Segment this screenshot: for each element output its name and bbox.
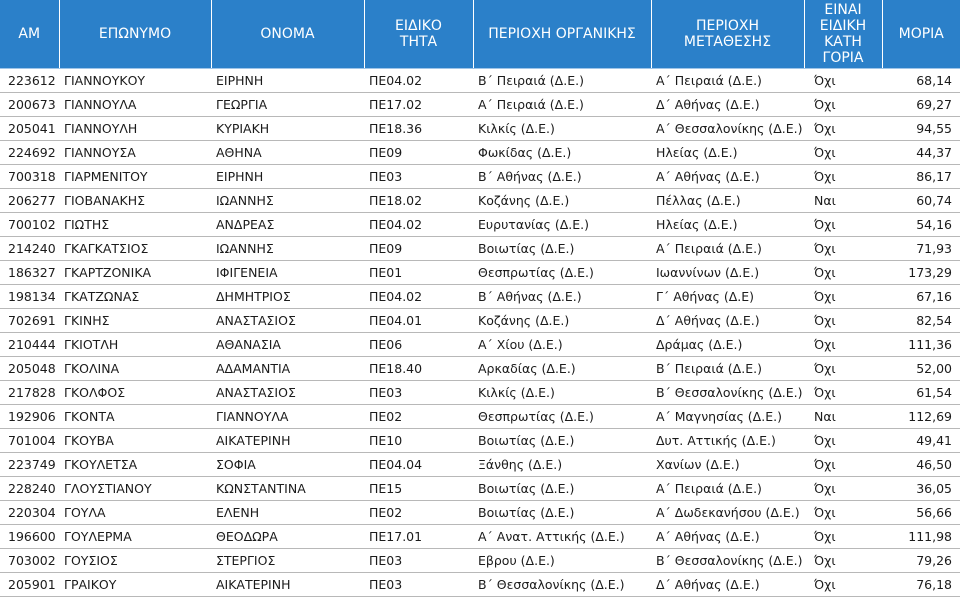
cell-points: 49,41 [882,428,960,452]
cell-region-organic: Αρκαδίας (Δ.Ε.) [473,356,651,380]
cell-region-transfer: Β΄ Πειραιά (Δ.Ε.) [651,356,804,380]
cell-name: ΓΕΩΡΓΙΑ [211,92,364,116]
cell-name: ΘΕΟΔΩΡΑ [211,524,364,548]
cell-region-transfer: Α΄ Αθήνας (Δ.Ε.) [651,164,804,188]
table-header [0,0,960,68]
cell-am: 214240 [0,236,59,260]
table-row [0,284,960,308]
cell-specialty: ΠΕ17.01 [364,524,473,548]
cell-am: 210444 [0,332,59,356]
cell-region-transfer: Γ΄ Αθήνας (Δ.Ε) [651,284,804,308]
cell-surname: ΓΚΑΤΖΩΝΑΣ [59,284,211,308]
header-points: ΜΟΡΙΑ [882,0,960,68]
cell-region-transfer: Α΄ Πειραιά (Δ.Ε.) [651,68,804,92]
table-row [0,140,960,164]
cell-name: ΕΙΡΗΝΗ [211,68,364,92]
cell-am: 205041 [0,116,59,140]
cell-region-organic: Α΄ Ανατ. Αττικής (Δ.Ε.) [473,524,651,548]
table-row [0,572,960,596]
cell-special-category: Όχι [804,116,882,140]
cell-surname: ΓΚΟΥΒΑ [59,428,211,452]
cell-region-transfer: Χανίων (Δ.Ε.) [651,452,804,476]
cell-region-transfer: Β΄ Θεσσαλονίκης (Δ.Ε.) [651,548,804,572]
cell-specialty: ΠΕ18.36 [364,116,473,140]
table-row [0,116,960,140]
cell-name: ΔΗΜΗΤΡΙΟΣ [211,284,364,308]
cell-points: 86,17 [882,164,960,188]
cell-name: ΑΙΚΑΤΕΡΙΝΗ [211,428,364,452]
table-row [0,164,960,188]
header-region-organic: ΠΕΡΙΟΧΗ ΟΡΓΑΝΙΚΗΣ [473,0,651,68]
cell-region-organic: Β΄ Αθήνας (Δ.Ε.) [473,164,651,188]
cell-special-category: Ναι [804,404,882,428]
table-row [0,404,960,428]
table-row [0,212,960,236]
cell-am: 186327 [0,260,59,284]
cell-name: ΓΙΑΝΝΟΥΛΑ [211,404,364,428]
cell-special-category: Όχι [804,548,882,572]
cell-special-category: Όχι [804,380,882,404]
cell-region-organic: Β΄ Πειραιά (Δ.Ε.) [473,68,651,92]
header-row [0,0,960,68]
cell-special-category: Όχι [804,572,882,596]
cell-special-category: Όχι [804,92,882,116]
cell-points: 44,37 [882,140,960,164]
cell-region-organic: Εβρου (Δ.Ε.) [473,548,651,572]
cell-region-organic: Κοζάνης (Δ.Ε.) [473,188,651,212]
cell-surname: ΓΚΑΡΤΖΟΝΙΚΑ [59,260,211,284]
cell-specialty: ΠΕ02 [364,500,473,524]
cell-special-category: Όχι [804,356,882,380]
cell-region-transfer: Δ΄ Αθήνας (Δ.Ε.) [651,572,804,596]
cell-surname: ΓΚΑΓΚΑΤΣΙΟΣ [59,236,211,260]
cell-name: ΕΛΕΝΗ [211,500,364,524]
cell-region-transfer: Δράμας (Δ.Ε.) [651,332,804,356]
cell-name: ΑΝΑΣΤΑΣΙΟΣ [211,308,364,332]
header-name: ΟΝΟΜΑ [211,0,364,68]
cell-name: ΑΔΑΜΑΝΤΙΑ [211,356,364,380]
cell-points: 111,98 [882,524,960,548]
cell-surname: ΓΙΑΡΜΕΝΙΤΟΥ [59,164,211,188]
cell-specialty: ΠΕ04.01 [364,308,473,332]
cell-region-organic: Ξάνθης (Δ.Ε.) [473,452,651,476]
cell-specialty: ΠΕ01 [364,260,473,284]
table-row [0,236,960,260]
cell-am: 223612 [0,68,59,92]
cell-points: 173,29 [882,260,960,284]
cell-special-category: Όχι [804,164,882,188]
cell-special-category: Όχι [804,212,882,236]
cell-name: ΙΦΙΓΕΝΕΙΑ [211,260,364,284]
cell-am: 196600 [0,524,59,548]
cell-am: 192906 [0,404,59,428]
cell-surname: ΓΚΟΛΙΝΑ [59,356,211,380]
cell-points: 67,16 [882,284,960,308]
cell-specialty: ΠΕ03 [364,572,473,596]
cell-surname: ΓΚΙΝΗΣ [59,308,211,332]
cell-specialty: ΠΕ10 [364,428,473,452]
cell-points: 94,55 [882,116,960,140]
cell-am: 220304 [0,500,59,524]
header-surname: ΕΠΩΝΥΜΟ [59,0,211,68]
cell-am: 700318 [0,164,59,188]
cell-specialty: ΠΕ03 [364,164,473,188]
cell-region-transfer: Δ΄ Αθήνας (Δ.Ε.) [651,92,804,116]
table-row [0,68,960,92]
cell-specialty: ΠΕ18.02 [364,188,473,212]
cell-surname: ΓΙΟΒΑΝΑΚΗΣ [59,188,211,212]
table-row [0,524,960,548]
cell-specialty: ΠΕ09 [364,236,473,260]
cell-region-transfer: Δ΄ Αθήνας (Δ.Ε.) [651,308,804,332]
cell-region-organic: Θεσπρωτίας (Δ.Ε.) [473,260,651,284]
cell-specialty: ΠΕ06 [364,332,473,356]
cell-special-category: Όχι [804,500,882,524]
cell-special-category: Όχι [804,308,882,332]
cell-surname: ΓΟΥΣΙΟΣ [59,548,211,572]
cell-points: 111,36 [882,332,960,356]
cell-region-transfer: Α΄ Δωδεκανήσου (Δ.Ε.) [651,500,804,524]
cell-am: 198134 [0,284,59,308]
cell-region-transfer: Ηλείας (Δ.Ε.) [651,212,804,236]
cell-name: ΙΩΑΝΝΗΣ [211,188,364,212]
table-row [0,428,960,452]
cell-surname: ΓΙΑΝΝΟΥΛΑ [59,92,211,116]
cell-name: ΣΟΦΙΑ [211,452,364,476]
cell-am: 701004 [0,428,59,452]
cell-name: ΑΙΚΑΤΕΡΙΝΗ [211,572,364,596]
cell-points: 68,14 [882,68,960,92]
table-row [0,356,960,380]
cell-am: 205901 [0,572,59,596]
cell-special-category: Όχι [804,524,882,548]
table-row [0,188,960,212]
cell-special-category: Όχι [804,284,882,308]
cell-special-category: Ναι [804,188,882,212]
cell-region-transfer: Δυτ. Αττικής (Δ.Ε.) [651,428,804,452]
table-row [0,380,960,404]
cell-surname: ΓΡΑΙΚΟΥ [59,572,211,596]
cell-name: ΑΝΑΣΤΑΣΙΟΣ [211,380,364,404]
cell-region-organic: Βοιωτίας (Δ.Ε.) [473,236,651,260]
cell-points: 112,69 [882,404,960,428]
table-row [0,452,960,476]
cell-region-organic: Κιλκίς (Δ.Ε.) [473,116,651,140]
cell-region-transfer: Ηλείας (Δ.Ε.) [651,140,804,164]
table-row [0,260,960,284]
cell-points: 69,27 [882,92,960,116]
cell-name: ΑΝΔΡΕΑΣ [211,212,364,236]
cell-region-transfer: Α΄ Θεσσαλονίκης (Δ.Ε.) [651,116,804,140]
cell-region-transfer: Α΄ Πειραιά (Δ.Ε.) [651,476,804,500]
table-row [0,332,960,356]
cell-points: 36,05 [882,476,960,500]
cell-specialty: ΠΕ17.02 [364,92,473,116]
cell-region-organic: Θεσπρωτίας (Δ.Ε.) [473,404,651,428]
cell-region-organic: Βοιωτίας (Δ.Ε.) [473,500,651,524]
cell-special-category: Όχι [804,476,882,500]
cell-region-organic: Βοιωτίας (Δ.Ε.) [473,476,651,500]
cell-region-organic: Α΄ Χίου (Δ.Ε.) [473,332,651,356]
cell-points: 52,00 [882,356,960,380]
cell-am: 702691 [0,308,59,332]
header-specialty: ΕΙΔΙΚΟ ΤΗΤΑ [364,0,473,68]
cell-am: 200673 [0,92,59,116]
cell-name: ΑΘΑΝΑΣΙΑ [211,332,364,356]
cell-name: ΚΩΝΣΤΑΝΤΙΝΑ [211,476,364,500]
cell-specialty: ΠΕ04.02 [364,284,473,308]
cell-region-organic: Κοζάνης (Δ.Ε.) [473,308,651,332]
cell-surname: ΓΚΟΝΤΑ [59,404,211,428]
cell-region-organic: Β΄ Θεσσαλονίκης (Δ.Ε.) [473,572,651,596]
header-am: ΑΜ [0,0,59,68]
cell-region-transfer: Β΄ Θεσσαλονίκης (Δ.Ε.) [651,380,804,404]
header-region-transfer: ΠΕΡΙΟΧΗ ΜΕΤΑΘΕΣΗΣ [651,0,804,68]
cell-special-category: Όχι [804,140,882,164]
cell-specialty: ΠΕ02 [364,404,473,428]
cell-surname: ΓΟΥΛΑ [59,500,211,524]
cell-surname: ΓΚΟΥΛΕΤΣΑ [59,452,211,476]
table-row [0,308,960,332]
cell-points: 56,66 [882,500,960,524]
cell-region-transfer: Πέλλας (Δ.Ε.) [651,188,804,212]
cell-points: 82,54 [882,308,960,332]
cell-name: ΕΙΡΗΝΗ [211,164,364,188]
cell-points: 46,50 [882,452,960,476]
cell-specialty: ΠΕ04.04 [364,452,473,476]
cell-specialty: ΠΕ03 [364,380,473,404]
cell-region-organic: Β΄ Αθήνας (Δ.Ε.) [473,284,651,308]
cell-specialty: ΠΕ04.02 [364,68,473,92]
cell-points: 60,74 [882,188,960,212]
cell-am: 223749 [0,452,59,476]
cell-points: 71,93 [882,236,960,260]
header-special-category: ΕΙΝΑΙ ΕΙΔΙΚΗ ΚΑΤΗ ΓΟΡΙΑ [804,0,882,68]
cell-am: 217828 [0,380,59,404]
cell-name: ΑΘΗΝΑ [211,140,364,164]
cell-points: 76,18 [882,572,960,596]
cell-special-category: Όχι [804,428,882,452]
cell-special-category: Όχι [804,332,882,356]
cell-special-category: Όχι [804,260,882,284]
cell-am: 206277 [0,188,59,212]
table-body [0,68,960,596]
cell-region-organic: Ευρυτανίας (Δ.Ε.) [473,212,651,236]
cell-surname: ΓΟΥΛΕΡΜΑ [59,524,211,548]
cell-points: 54,16 [882,212,960,236]
cell-surname: ΓΚΙΟΤΛΗ [59,332,211,356]
cell-specialty: ΠΕ15 [364,476,473,500]
cell-name: ΣΤΕΡΓΙΟΣ [211,548,364,572]
cell-special-category: Όχι [804,236,882,260]
cell-special-category: Όχι [804,68,882,92]
cell-special-category: Όχι [804,452,882,476]
cell-specialty: ΠΕ09 [364,140,473,164]
cell-name: ΙΩΑΝΝΗΣ [211,236,364,260]
cell-surname: ΓΙΑΝΝΟΥΣΑ [59,140,211,164]
cell-region-organic: Α΄ Πειραιά (Δ.Ε.) [473,92,651,116]
cell-region-organic: Βοιωτίας (Δ.Ε.) [473,428,651,452]
cell-surname: ΓΙΑΝΝΟΥΛΗ [59,116,211,140]
table-row [0,500,960,524]
cell-am: 224692 [0,140,59,164]
cell-points: 79,26 [882,548,960,572]
table-row [0,476,960,500]
cell-am: 228240 [0,476,59,500]
cell-region-transfer: Α΄ Αθήνας (Δ.Ε.) [651,524,804,548]
cell-surname: ΓΚΟΛΦΟΣ [59,380,211,404]
cell-region-organic: Κιλκίς (Δ.Ε.) [473,380,651,404]
cell-specialty: ΠΕ04.02 [364,212,473,236]
cell-surname: ΓΙΩΤΗΣ [59,212,211,236]
table-row [0,92,960,116]
cell-specialty: ΠΕ03 [364,548,473,572]
cell-specialty: ΠΕ18.40 [364,356,473,380]
cell-region-organic: Φωκίδας (Δ.Ε.) [473,140,651,164]
cell-surname: ΓΛΟΥΣΤΙΑΝΟΥ [59,476,211,500]
cell-points: 61,54 [882,380,960,404]
cell-surname: ΓΙΑΝΝΟΥΚΟΥ [59,68,211,92]
cell-am: 205048 [0,356,59,380]
table-row [0,548,960,572]
cell-region-transfer: Α΄ Πειραιά (Δ.Ε.) [651,236,804,260]
cell-am: 700102 [0,212,59,236]
cell-region-transfer: Ιωαννίνων (Δ.Ε.) [651,260,804,284]
cell-region-transfer: Α΄ Μαγνησίας (Δ.Ε.) [651,404,804,428]
cell-name: ΚΥΡΙΑΚΗ [211,116,364,140]
cell-am: 703002 [0,548,59,572]
